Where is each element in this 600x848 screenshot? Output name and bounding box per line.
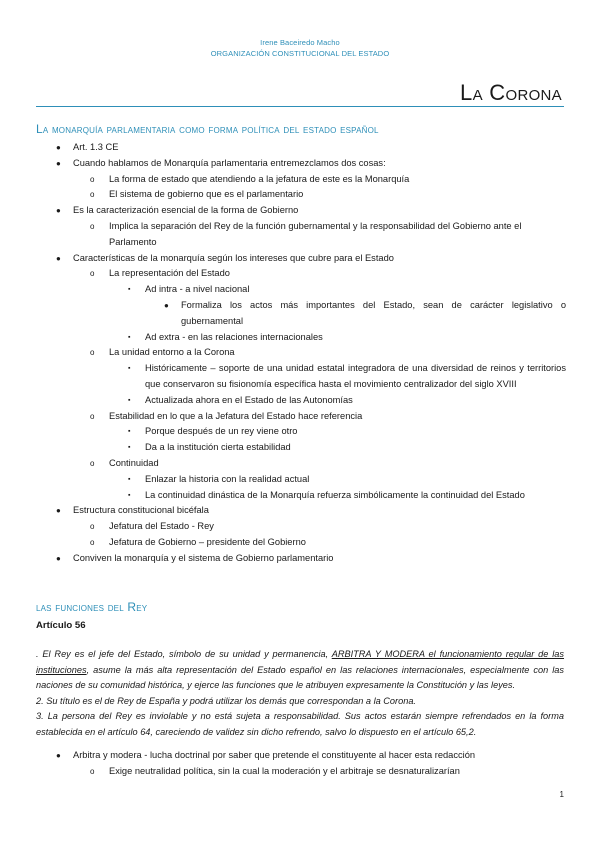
bullet-dot-icon: ● bbox=[56, 158, 61, 168]
list-item: ▪ Da a la institución cierta estabilidad bbox=[0, 440, 600, 456]
list-item: ▪ Porque después de un rey viene otro bbox=[0, 424, 600, 440]
bullet-circle-icon: o bbox=[90, 766, 95, 776]
list-item: ▪ Enlazar la historia con la realidad actual bbox=[0, 472, 600, 488]
title-divider bbox=[36, 106, 564, 107]
page-number: 1 bbox=[559, 790, 564, 799]
article-paragraph-1: . El Rey es el jefe del Estado, símbolo de su unidad y permanencia, ARBITRA Y MODERA el funcionamiento regular de las instituciones, asume la más alta representación del Estado español en las relaciones internacionales, especialmente con las naciones de su comunidad histórica, y ejerce las funciones que le atribuyen expresamente la Constitución y las leyes. bbox=[36, 649, 565, 690]
bullet-square-icon: ▪ bbox=[128, 396, 131, 404]
bullet-dot-icon: ● bbox=[56, 506, 61, 516]
bullet-circle-icon: o bbox=[90, 458, 95, 468]
article-text bbox=[36, 647, 564, 740]
bullet-circle-icon: o bbox=[90, 174, 95, 184]
list-item: ● Conviven la monarquía y el sistema de Gobierno parlamentario bbox=[0, 551, 600, 567]
bullet-circle-icon: o bbox=[90, 411, 95, 421]
bullet-circle-icon: o bbox=[90, 537, 95, 547]
list-item: o Jefatura de Gobierno – presidente del Gobierno bbox=[0, 535, 600, 551]
section-heading-funciones: las funciones del Rey bbox=[36, 600, 148, 614]
list-item: ● Cuando hablamos de Monarquía parlamentaria entremezclamos dos cosas: bbox=[0, 156, 600, 172]
bullet-square-icon: ▪ bbox=[128, 491, 131, 499]
bullet-square-icon: ▪ bbox=[128, 333, 131, 341]
bullet-circle-icon: o bbox=[90, 269, 95, 279]
bullet-circle-icon: o bbox=[90, 348, 95, 358]
list-item: ● Formaliza los actos más importantes del Estado, sean de carácter legislativo o gubernamental bbox=[164, 299, 566, 326]
section-heading-monarquia: La monarquía parlamentaria como forma política del estado español bbox=[36, 122, 379, 136]
list-item: o Implica la separación del Rey de la función gubernamental y la responsabilidad del Gobierno ante el Parlamento bbox=[90, 220, 522, 247]
bullet-dot-icon: ● bbox=[56, 553, 61, 563]
outline-list-monarquia bbox=[0, 140, 600, 567]
list-item: ▪ La continuidad dinástica de la Monarquía refuerza simbólicamente la continuidad del Estado bbox=[0, 488, 600, 504]
list-item: o La representación del Estado bbox=[0, 266, 600, 282]
list-item: ● Características de la monarquía según los intereses que cubre para el Estado bbox=[0, 251, 600, 267]
list-item: ▪ Ad intra - a nivel nacional bbox=[0, 282, 600, 298]
bullet-dot-icon: ● bbox=[164, 300, 169, 310]
bullet-dot-icon: ● bbox=[56, 751, 61, 760]
list-item: o Exige neutralidad política, sin la cual la moderación y el arbitraje se desnaturalizarían bbox=[0, 764, 600, 780]
article-paragraph-2: 2. Su título es el de Rey de España y podrá utilizar los demás que correspondan a la Corona. bbox=[36, 695, 416, 706]
bullet-dot-icon: ● bbox=[56, 253, 61, 263]
bullet-dot-icon: ● bbox=[56, 143, 61, 152]
bullet-circle-icon: o bbox=[90, 522, 95, 532]
list-item: o La unidad entorno a la Corona bbox=[0, 345, 600, 361]
bullet-square-icon: ▪ bbox=[128, 286, 131, 294]
page-title: La Corona bbox=[460, 80, 562, 105]
highlighted-phrase: ARBITRA Y MODERA el funcionamiento regular de las instituciones bbox=[36, 649, 565, 675]
list-item: ● Estructura constitucional bicéfala bbox=[0, 503, 600, 519]
list-item: ▪ Históricamente – soporte de una unidad estatal integradora de una diversidad de reinos y territorios que conservaron su fisionomía específica hasta el movimiento centralizador del siglo XVIII bbox=[128, 363, 566, 389]
list-item: o La forma de estado que atendiendo a la jefatura de este es la Monarquía bbox=[0, 172, 600, 188]
header-author: Irene Baceiredo Macho bbox=[260, 38, 340, 47]
list-item: ▪ Actualizada ahora en el Estado de las Autonomías bbox=[0, 393, 600, 409]
bullet-square-icon: ▪ bbox=[128, 444, 131, 452]
list-item: o Estabilidad en lo que a la Jefatura del Estado hace referencia bbox=[0, 409, 600, 425]
list-item: ▪ Ad extra - en las relaciones internacionales bbox=[0, 330, 600, 346]
bullet-dot-icon: ● bbox=[56, 206, 61, 216]
list-item: ● Art. 1.3 CE bbox=[0, 140, 600, 156]
list-item: o Continuidad bbox=[0, 456, 600, 472]
bullet-square-icon: ▪ bbox=[128, 365, 131, 373]
bullet-circle-icon: o bbox=[90, 221, 95, 231]
article-heading: Artículo 56 bbox=[36, 620, 86, 631]
article-paragraph-3: 3. La persona del Rey es inviolable y no está sujeta a responsabilidad. Sus actos estarán siempre refrendados en la forma establecida en el artículo 64, careciendo de validez sin dicho refrendo, salvo lo dispuesto en el artículo 65,2. bbox=[36, 711, 564, 737]
outline-list-funciones bbox=[0, 748, 600, 780]
list-item: ● Arbitra y modera - lucha doctrinal por saber que pretende el constituyente al hacer esta redacción bbox=[0, 748, 600, 764]
header-course: ORGANIZACIÓN CONSTITUCIONAL DEL ESTADO bbox=[210, 49, 390, 58]
bullet-circle-icon: o bbox=[90, 190, 95, 200]
list-item: ● Es la caracterización esencial de la forma de Gobierno bbox=[0, 203, 600, 219]
list-item: o El sistema de gobierno que es el parlamentario bbox=[0, 187, 600, 203]
list-item: o Jefatura del Estado - Rey bbox=[0, 519, 600, 535]
bullet-square-icon: ▪ bbox=[128, 475, 131, 483]
bullet-square-icon: ▪ bbox=[128, 428, 131, 436]
